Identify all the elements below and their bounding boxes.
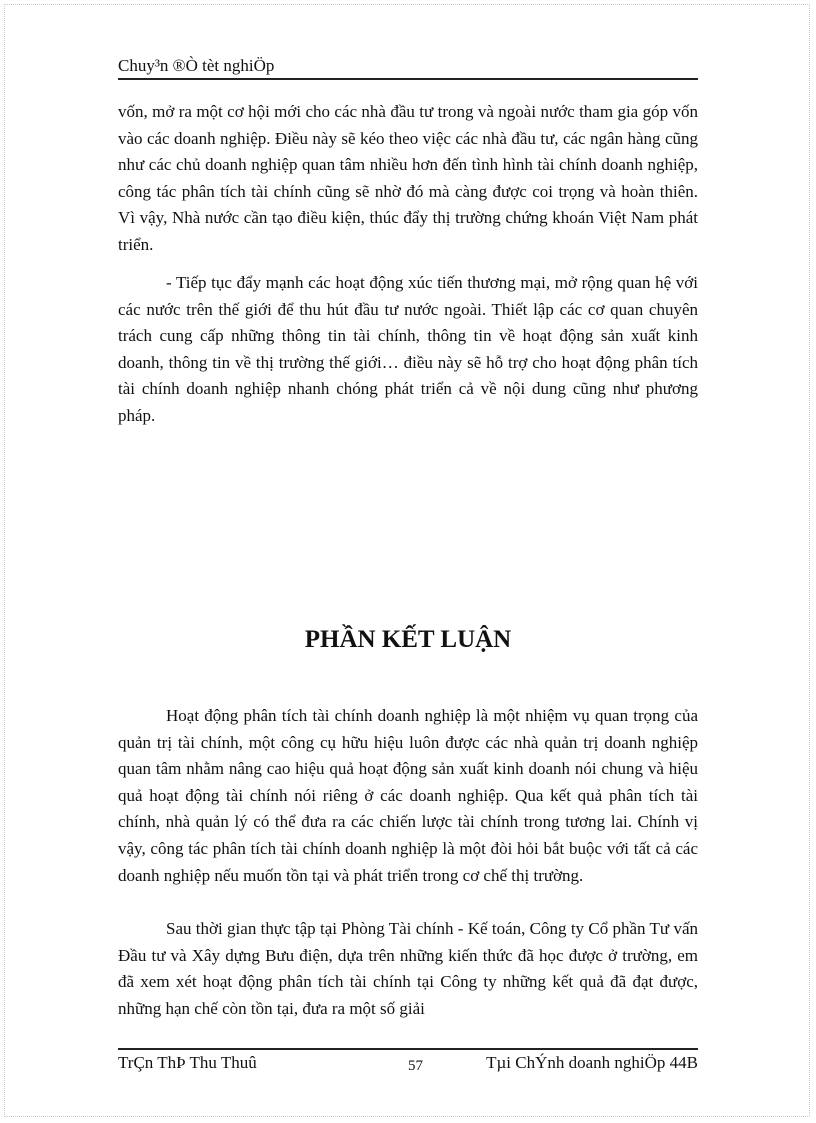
page-header — [118, 54, 698, 80]
header-title: Chuy³n ®Ò tèt nghiÖp — [118, 56, 275, 75]
section-heading: PHẦN KẾT LUẬN — [304, 626, 512, 653]
paragraph-3-text: Hoạt động phân tích tài chính doanh nghiệp là một nhiệm vụ quan trọng của quản trị tài chính, một công cụ hữu hiệu luôn được các nhà quản trị doanh nghiệp quan tâm nhằm nâng cao hiệu quả hoạt động sản xuất kinh doanh nói chung và hiệu quả hoạt động tài chính nói riêng ở các doanh nghiệp. Qua kết quả phân tích tài chính, nhà quản lý có thể đưa ra các chiến lược tài chính trong tương lai. Chính vị vậy, công tác phân tích tài chính doanh nghiệp là một đòi hỏi bắt buộc với tất cả các doanh nghiệp nếu muốn tồn tại và phát triển trong cơ chế thị trường. — [118, 706, 698, 885]
paragraph-1-text: vốn, mở ra một cơ hội mới cho các nhà đầu tư trong và ngoài nước tham gia góp vốn vào các doanh nghiệp. Điều này sẽ kéo theo việc các nhà đầu tư, các ngân hàng cũng như các chủ doanh nghiệp quan tâm nhiều hơn đến tình hình tài chính doanh nghiệp, công tác phân tích tài chính cũng sẽ nhờ đó mà càng được coi trọng và hoàn thiên. Vì vậy, Nhà nước cần tạo điều kiện, thúc đẩy thị trường chứng khoán Việt Nam phát triển. — [118, 102, 698, 254]
page-footer — [118, 1048, 698, 1076]
paragraph-4-text: Sau thời gian thực tập tại Phòng Tài chính - Kế toán, Công ty Cổ phần Tư vấn Đầu tư và Xây dựng Bưu điện, dựa trên những kiến thức đã học được ở trường, em đã xem xét hoạt động phân tích tài chính tại Công ty những kết quả đã đạt được, những hạn chế còn tồn tại, đưa ra một số giải — [118, 919, 698, 1018]
footer-author: TrÇn ThÞ Thu Thuû — [118, 1053, 257, 1072]
paragraph-2 — [118, 270, 698, 430]
paragraph-2-text: - Tiếp tục đẩy mạnh các hoạt động xúc tiến thương mại, mở rộng quan hệ với các nước trên thế giới để thu hút đầu tư nước ngoài. Thiết lập các cơ quan chuyên trách cung cấp những thông tin tài chính, thông tin về hoạt động sản xuất kinh doanh, thông tin về thị trường thế giới… điều này sẽ hỗ trợ cho hoạt động phân tích tài chính doanh nghiệp nhanh chóng phát triển cả về nội dung cũng như phương pháp. — [118, 273, 698, 425]
paragraph-3 — [118, 703, 698, 889]
page-number: 57 — [408, 1058, 423, 1074]
footer-class-label: Tµi ChÝnh doanh nghiÖp 44B — [486, 1053, 698, 1072]
paragraph-4 — [118, 916, 698, 1022]
paragraph-1 — [118, 99, 698, 259]
